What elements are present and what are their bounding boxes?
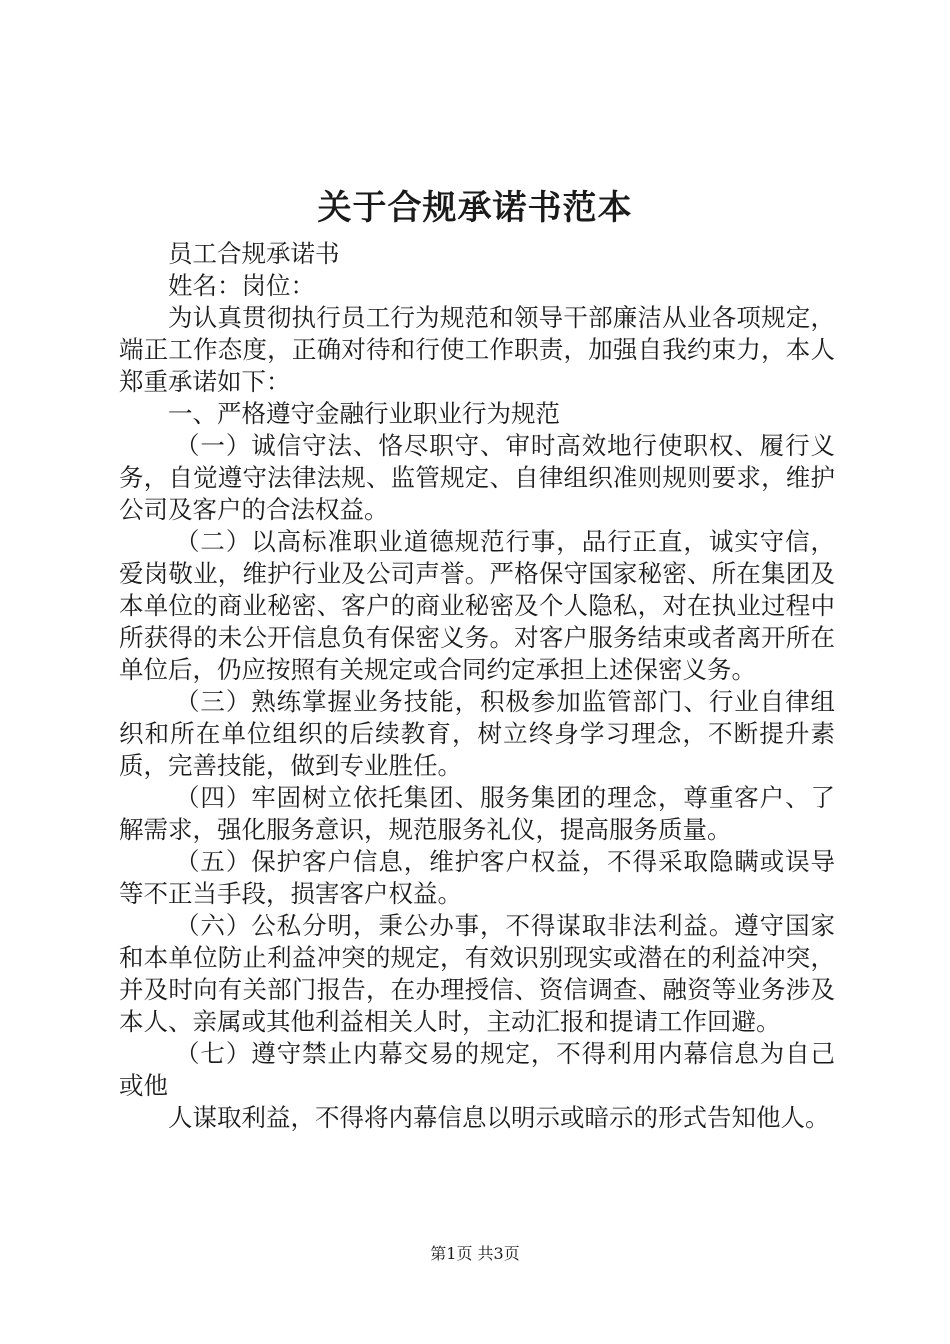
paragraph-section-one: 一、严格遵守金融行业职业行为规范 [168, 399, 560, 428]
paragraph-heading: 员工合规承诺书 [168, 239, 340, 268]
document-title: 关于合规承诺书范本 [317, 188, 633, 228]
paragraph-item-2: （二）以高标准职业道德规范行事，品行正直，诚实守信，爱岗敬业，维护行业及公司声誉。严格保守国家秘密、所在集团及本单位的商业秘密、客户的商业秘密及个人隐私，对在执业过程中所获得的未公开信息负有保密义务。对客户服务结束或者离开所在单位后，仍应按照有关规定或合同约定承担上述保密义务。 [119, 527, 835, 684]
paragraph-item-7: （七）遵守禁止内幕交易的规定，不得利用内幕信息为自己或他 [119, 1039, 835, 1100]
paragraph-item-5: （五）保护客户信息，维护客户权益，不得采取隐瞒或误导等不正当手段，损害客户权益。 [119, 847, 835, 908]
paragraph-item-7-continued: 人谋取利益，不得将内幕信息以明示或暗示的形式告知他人。 [168, 1103, 830, 1132]
paragraph-intro: 为认真贯彻执行员工行为规范和领导干部廉洁从业各项规定，端正工作态度，正确对待和行使工作职责，加强自我约束力，本人郑重承诺如下： [119, 303, 835, 396]
paragraph-item-4: （四）牢固树立依托集团、服务集团的理念，尊重客户、了解需求，强化服务意识，规范服务礼仪，提高服务质量。 [119, 783, 835, 844]
paragraph-item-6: （六）公私分明，秉公办事，不得谋取非法利益。遵守国家和本单位防止利益冲突的规定，有效识别现实或潜在的利益冲突，并及时向有关部门报告，在办理授信、资信调查、融资等业务涉及本人、亲属或其他利益相关人时，主动汇报和提请工作回避。 [119, 911, 835, 1036]
paragraph-item-1: （一）诚信守法、恪尽职守、审时高效地行使职权、履行义务，自觉遵守法律法规、监管规定、自律组织准则规则要求，维护公司及客户的合法权益。 [119, 431, 835, 524]
document-body [119, 238, 835, 1134]
paragraph-name-position: 姓名：岗位： [168, 271, 315, 300]
page-footer: 第1页 共3页 [430, 1244, 520, 1263]
paragraph-item-3: （三）熟练掌握业务技能，积极参加监管部门、行业自律组织和所在单位组织的后续教育，树立终身学习理念，不断提升素质，完善技能，做到专业胜任。 [119, 687, 835, 780]
